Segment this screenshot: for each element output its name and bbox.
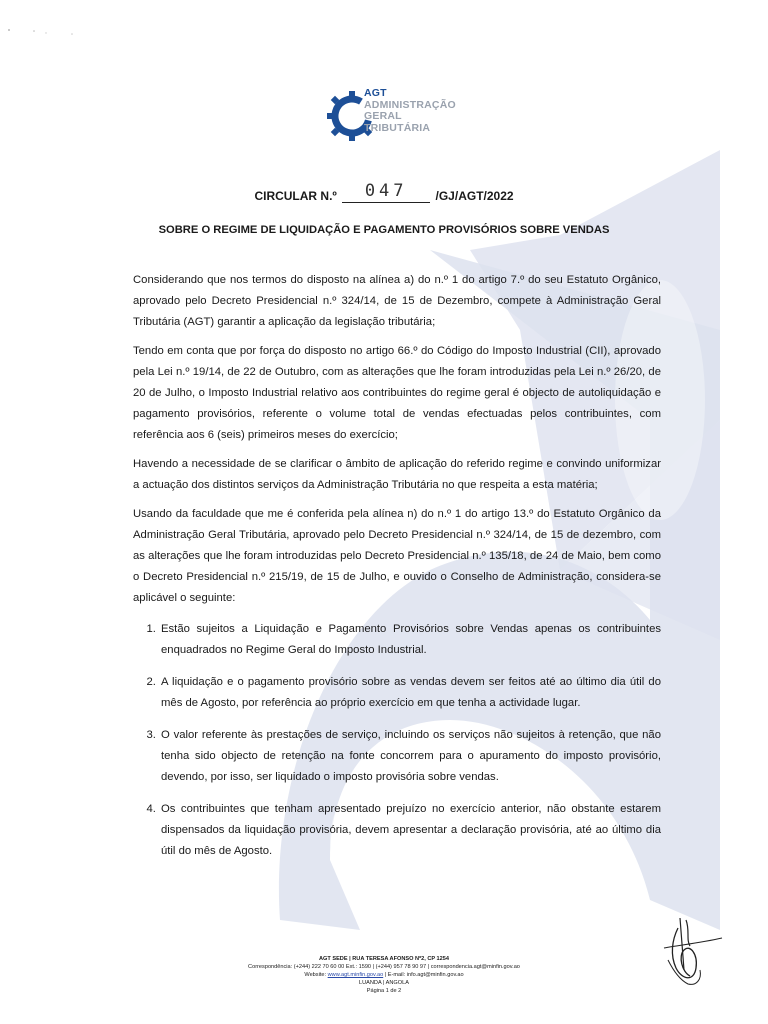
scan-specks — [0, 0, 120, 60]
circular-number-line — [0, 181, 768, 203]
footer-contacts: Correspondência: (+244) 222 70 60 00 Ext.: 1590 | (+244) 957 78 90 97 | correspondencia.agt@minfin.gov.ao — [248, 964, 520, 970]
document-body — [133, 270, 661, 873]
logo-line-3: TRIBUTÁRIA — [364, 121, 431, 134]
page-number: Página 1 de 2 — [366, 988, 402, 994]
circular-suffix: /GJ/AGT/2022 — [435, 189, 514, 203]
handwritten-initials — [650, 910, 730, 990]
list-item: 3. O valor referente às prestações de serviço, incluindo os serviços não sujeitos à retenção, que não tenha sido objecto de retenção na fonte concorrem para o apuramento do imposto provisório, devendo, por isso, ser liquidado o imposto provisória sobre vendas. — [159, 725, 661, 788]
footer-location: LUANDA | ANGOLA — [359, 980, 409, 986]
footer-email: | E-mail: info.agt@minfin.gov.ao — [384, 972, 464, 978]
logo-line-2: GERAL — [364, 110, 402, 122]
list-item: 2. A liquidação e o pagamento provisório sobre as vendas devem ser feitos até ao último dia útil do mês de Agosto, por referência ao próprio exercício em que tenha a actividade lugar. — [159, 672, 661, 714]
document-subject: SOBRE O REGIME DE LIQUIDAÇÃO E PAGAMENTO PROVISÓRIOS SOBRE VENDAS — [158, 224, 610, 236]
body-paragraph: Considerando que nos termos do disposto na alínea a) do n.º 1 do artigo 7.º do seu Estatuto Orgânico, aprovado pelo Decreto Presidencial n.º 324/14, de 15 de Dezembro, compete à Administração Geral Tributária (AGT) garantir a aplicação da legislação tributária; — [133, 274, 661, 328]
agt-logo-text — [364, 88, 456, 134]
list-item: 1. Estão sujeitos a Liquidação e Pagamento Provisórios sobre Vendas apenas os contribuintes enquadrados no Regime Geral do Imposto Industrial. — [159, 619, 661, 661]
body-paragraph: Usando da faculdade que me é conferida pela alínea n) do n.º 1 do artigo 13.º do Estatuto Orgânico da Administração Geral Tributária, aprovado pelo Decreto Presidencial n.º 324/14, de 15 de dezembro, com as alterações que lhe foram introduzidas pelo Decreto Presidencial n.º 135/18, de 24 de Maio, bem como o Decreto Presidencial n.º 215/19, de 15 de Julho, e ouvido o Conselho de Administração, considera-se aplicável o seguinte: — [133, 508, 661, 604]
circular-number: 047 — [364, 181, 408, 201]
logo-abbr: AGT — [364, 87, 387, 99]
footer-address: AGT SEDE | RUA TERESA AFONSO Nº2, CP 1254 — [318, 956, 449, 962]
circular-prefix: CIRCULAR N.º — [254, 189, 337, 203]
circular-number-field — [342, 181, 430, 203]
footer-website-link[interactable]: www.agt.minfin.gov.ao — [327, 972, 384, 978]
footer-website-label: Website: — [304, 972, 327, 978]
list-item: 4. Os contribuintes que tenham apresentado prejuízo no exercício anterior, não obstante estarem dispensados da liquidação provisória, devem apresentar a declaração provisória, até ao último dia útil do mês de Agosto. — [159, 799, 661, 862]
numbered-list — [133, 619, 661, 862]
body-paragraph: Tendo em conta que por força do disposto no artigo 66.º do Código do Imposto Industrial (CII), aprovado pela Lei n.º 19/14, de 22 de Outubro, com as alterações que lhe foram introduzidas pela Lei n.º 26/20, de 20 de Julho, o Imposto Industrial relativo aos contribuintes do regime geral é objecto de autoliquidação e pagamento provisórios, referente o volume total de vendas efectuadas pelos contribuintes, com referência aos 6 (seis) primeiros meses do exercício; — [133, 345, 661, 441]
logo-line-1: ADMINISTRAÇÃO — [364, 98, 456, 111]
body-paragraph: Havendo a necessidade de se clarificar o âmbito de aplicação do referido regime e convindo uniformizar a actuação dos distintos serviços da Administração Tributária no que respeita a esta matéria; — [133, 458, 661, 491]
